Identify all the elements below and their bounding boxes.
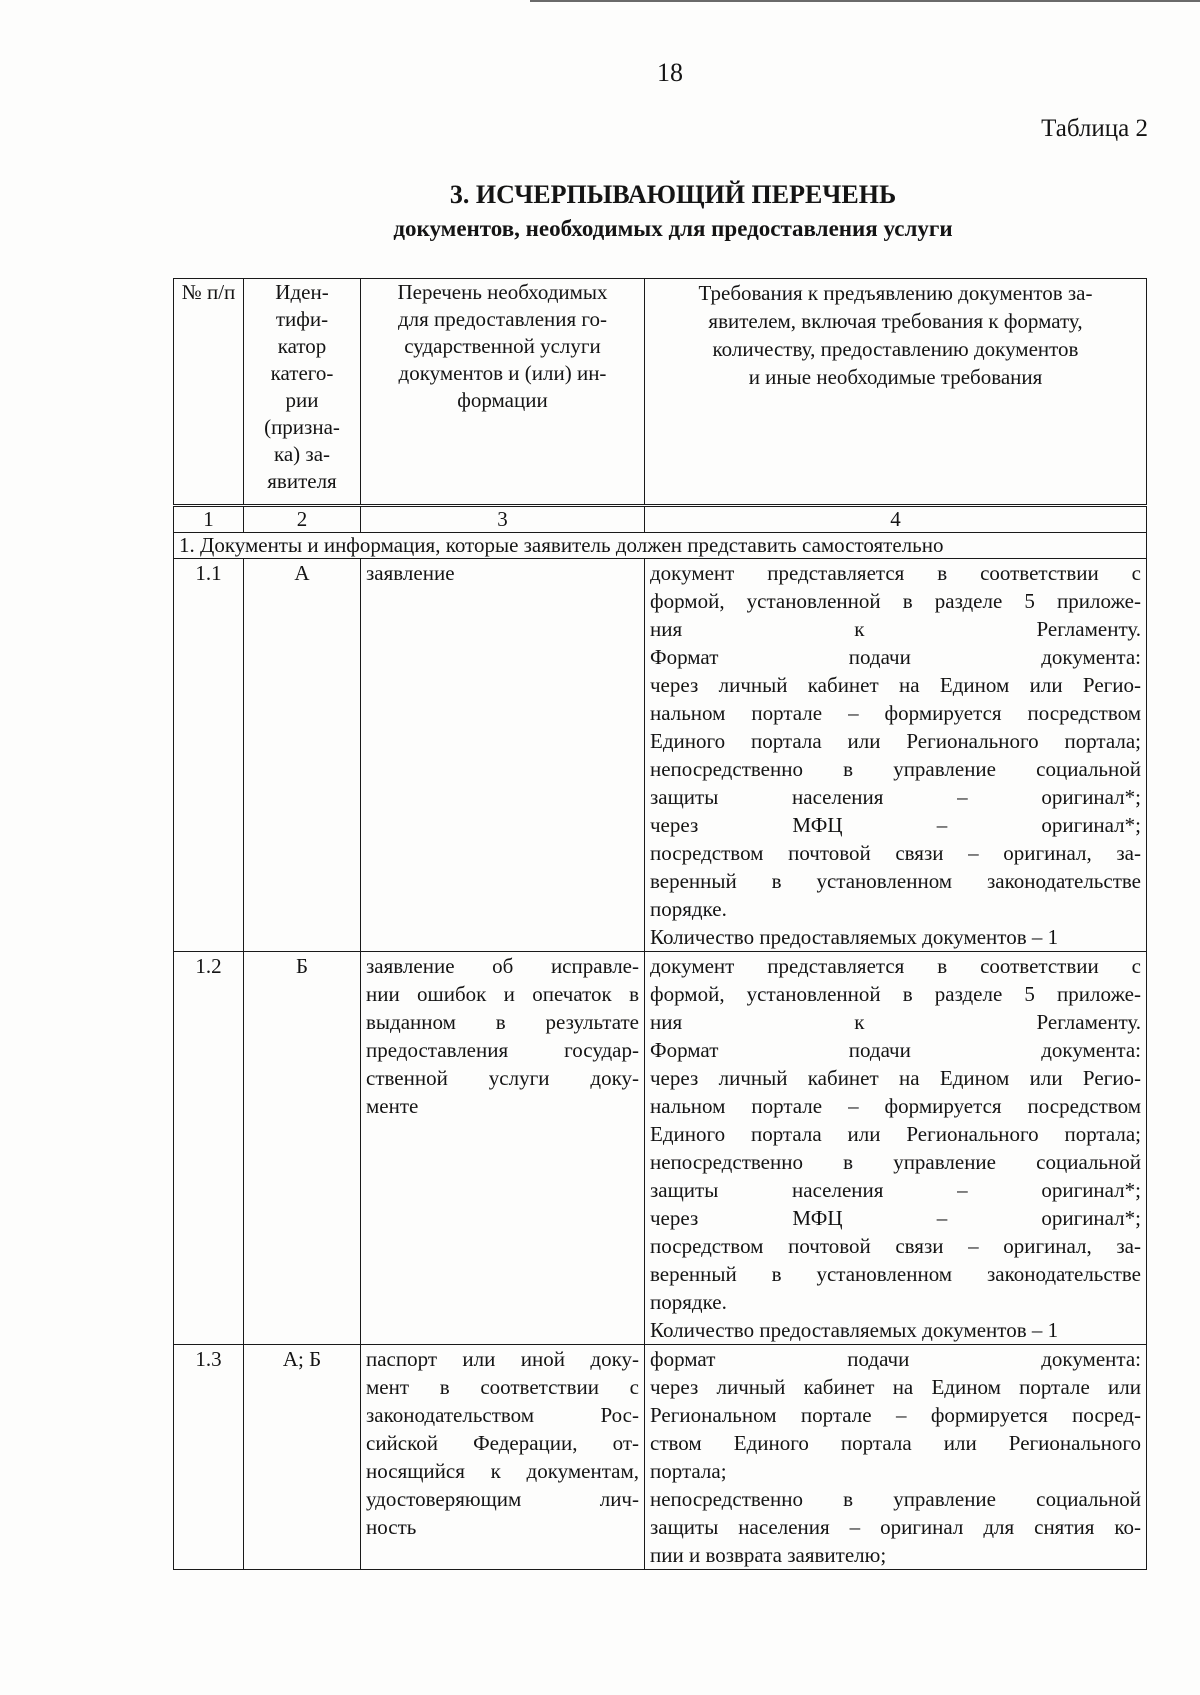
header-line: формации xyxy=(457,388,548,412)
document-line: менте xyxy=(366,1094,419,1118)
requirement-line: защиты населения – оригинал*; xyxy=(650,1178,1141,1202)
page-number: 18 xyxy=(657,58,683,87)
document-line: ность xyxy=(366,1515,417,1539)
document-line: заявление xyxy=(366,561,455,585)
requirement-line: нальном портале – формируется посредством xyxy=(650,701,1141,725)
column-number: 1 xyxy=(174,506,244,533)
top-border-line xyxy=(530,0,1200,2)
header-row xyxy=(174,279,1147,506)
row-document-name xyxy=(361,952,645,1345)
row-category: А; Б xyxy=(244,1345,361,1570)
requirement-line: пии и возврата заявителю; xyxy=(650,1543,887,1567)
row-number: 1.3 xyxy=(174,1345,244,1570)
document-line: мент в соответствии с xyxy=(366,1375,639,1399)
document-line: паспорт или иной доку- xyxy=(366,1347,639,1371)
requirement-line: веренный в установленном законодательстве xyxy=(650,1262,1141,1286)
requirement-line: через личный кабинет на Едином или Регио- xyxy=(650,673,1141,697)
requirement-line: непосредственно в управление социальной xyxy=(650,757,1141,781)
requirement-line: ния к Регламенту. xyxy=(650,617,1141,641)
requirement-line: через личный кабинет на Едином портале или xyxy=(650,1375,1141,1399)
header-col-requirements xyxy=(645,279,1147,506)
requirement-line: посредством почтовой связи – оригинал, за- xyxy=(650,1234,1141,1258)
header-line: для предоставления го- xyxy=(397,307,608,331)
row-requirements xyxy=(645,952,1147,1345)
header-line: документов и (или) ин- xyxy=(398,361,607,385)
header-line: (призна- xyxy=(264,415,340,439)
column-number: 3 xyxy=(361,506,645,533)
requirement-line: ния к Регламенту. xyxy=(650,1010,1141,1034)
document-line: нии ошибок и опечаток в xyxy=(366,982,639,1006)
section-row xyxy=(174,533,1147,559)
requirement-line: документ представляется в соответствии с xyxy=(650,561,1141,585)
column-number: 4 xyxy=(645,506,1147,533)
header-line: Требования к предъявлению документов за- xyxy=(698,281,1093,305)
header-line: явителя xyxy=(267,469,337,493)
requirement-line: ством Единого портала или Регионального xyxy=(650,1431,1141,1455)
requirement-line: формой, установленной в разделе 5 приложе- xyxy=(650,589,1141,613)
header-line: количеству, предоставлению документов xyxy=(712,337,1079,361)
document-line: ственной услуги доку- xyxy=(366,1066,639,1090)
header-col-number: № п/п xyxy=(174,279,244,506)
requirement-line: Региональном портале – формируется посред- xyxy=(650,1403,1141,1427)
requirement-line: Количество предоставляемых документов – 1 xyxy=(650,1318,1059,1342)
requirement-line: через личный кабинет на Едином или Регио- xyxy=(650,1066,1141,1090)
header-line: и иные необходимые требования xyxy=(748,365,1043,389)
header-line: рии xyxy=(285,388,319,412)
document-line: заявление об исправле- xyxy=(366,954,639,978)
requirement-line: формой, установленной в разделе 5 приложе- xyxy=(650,982,1141,1006)
header-col-category xyxy=(244,279,361,506)
requirement-line: веренный в установленном законодательстве xyxy=(650,869,1141,893)
header-col-document xyxy=(361,279,645,506)
row-document-name xyxy=(361,1345,645,1570)
document-line: выданном в результате xyxy=(366,1010,639,1034)
requirement-line: документ представляется в соответствии с xyxy=(650,954,1141,978)
document-line: носящийся к документам, xyxy=(366,1459,639,1483)
requirement-line: формат подачи документа: xyxy=(650,1347,1141,1371)
row-category: А xyxy=(244,559,361,952)
requirement-line: портала; xyxy=(650,1459,727,1483)
header-line: сударственной услуги xyxy=(404,334,601,358)
header-line: катор xyxy=(277,334,327,358)
requirement-line: через МФЦ – оригинал*; xyxy=(650,1206,1141,1230)
requirement-line: Единого портала или Регионального портала; xyxy=(650,729,1141,753)
row-number: 1.1 xyxy=(174,559,244,952)
requirement-line: непосредственно в управление социальной xyxy=(650,1487,1141,1511)
header-line: явителем, включая требования к формату, xyxy=(708,309,1083,333)
header-line: катего- xyxy=(270,361,334,385)
document-line: удостоверяющим лич- xyxy=(366,1487,639,1511)
table-row xyxy=(174,559,1147,952)
document-title: 3. ИСЧЕРПЫВАЮЩИЙ ПЕРЕЧЕНЬ xyxy=(449,180,897,209)
document-line: законодательством Рос- xyxy=(366,1403,639,1427)
table-row xyxy=(174,952,1147,1345)
requirement-line: порядке. xyxy=(650,897,727,921)
documents-table xyxy=(173,278,1147,1570)
column-number: 2 xyxy=(244,506,361,533)
header-line: ка) за- xyxy=(273,442,331,466)
requirement-line: через МФЦ – оригинал*; xyxy=(650,813,1141,837)
row-number: 1.2 xyxy=(174,952,244,1345)
requirement-line: защиты населения – оригинал*; xyxy=(650,785,1141,809)
requirement-line: посредством почтовой связи – оригинал, за- xyxy=(650,841,1141,865)
document-subtitle: документов, необходимых для предоставления услуги xyxy=(393,216,953,241)
scan-noise xyxy=(900,1595,1100,1625)
row-requirements xyxy=(645,1345,1147,1570)
table-row xyxy=(174,1345,1147,1570)
column-number-row xyxy=(174,506,1147,533)
requirement-line: Количество предоставляемых документов – 1 xyxy=(650,925,1059,949)
requirement-line: Формат подачи документа: xyxy=(650,645,1141,669)
header-line: тифи- xyxy=(275,307,329,331)
header-line: Иден- xyxy=(275,280,329,304)
row-document-name xyxy=(361,559,645,952)
document-line: предоставления государ- xyxy=(366,1038,639,1062)
table-label: Таблица 2 xyxy=(1041,115,1148,142)
requirement-line: Формат подачи документа: xyxy=(650,1038,1141,1062)
header-line: Перечень необходимых xyxy=(397,280,608,304)
requirement-line: порядке. xyxy=(650,1290,727,1314)
row-category: Б xyxy=(244,952,361,1345)
requirement-line: Единого портала или Регионального портала; xyxy=(650,1122,1141,1146)
requirement-line: нальном портале – формируется посредством xyxy=(650,1094,1141,1118)
requirement-line: защиты населения – оригинал для снятия ко- xyxy=(650,1515,1141,1539)
document-line: сийской Федерации, от- xyxy=(366,1431,639,1455)
section-title: 1. Документы и информация, которые заявитель должен представить самостоятельно xyxy=(174,533,1147,559)
requirement-line: непосредственно в управление социальной xyxy=(650,1150,1141,1174)
row-requirements xyxy=(645,559,1147,952)
